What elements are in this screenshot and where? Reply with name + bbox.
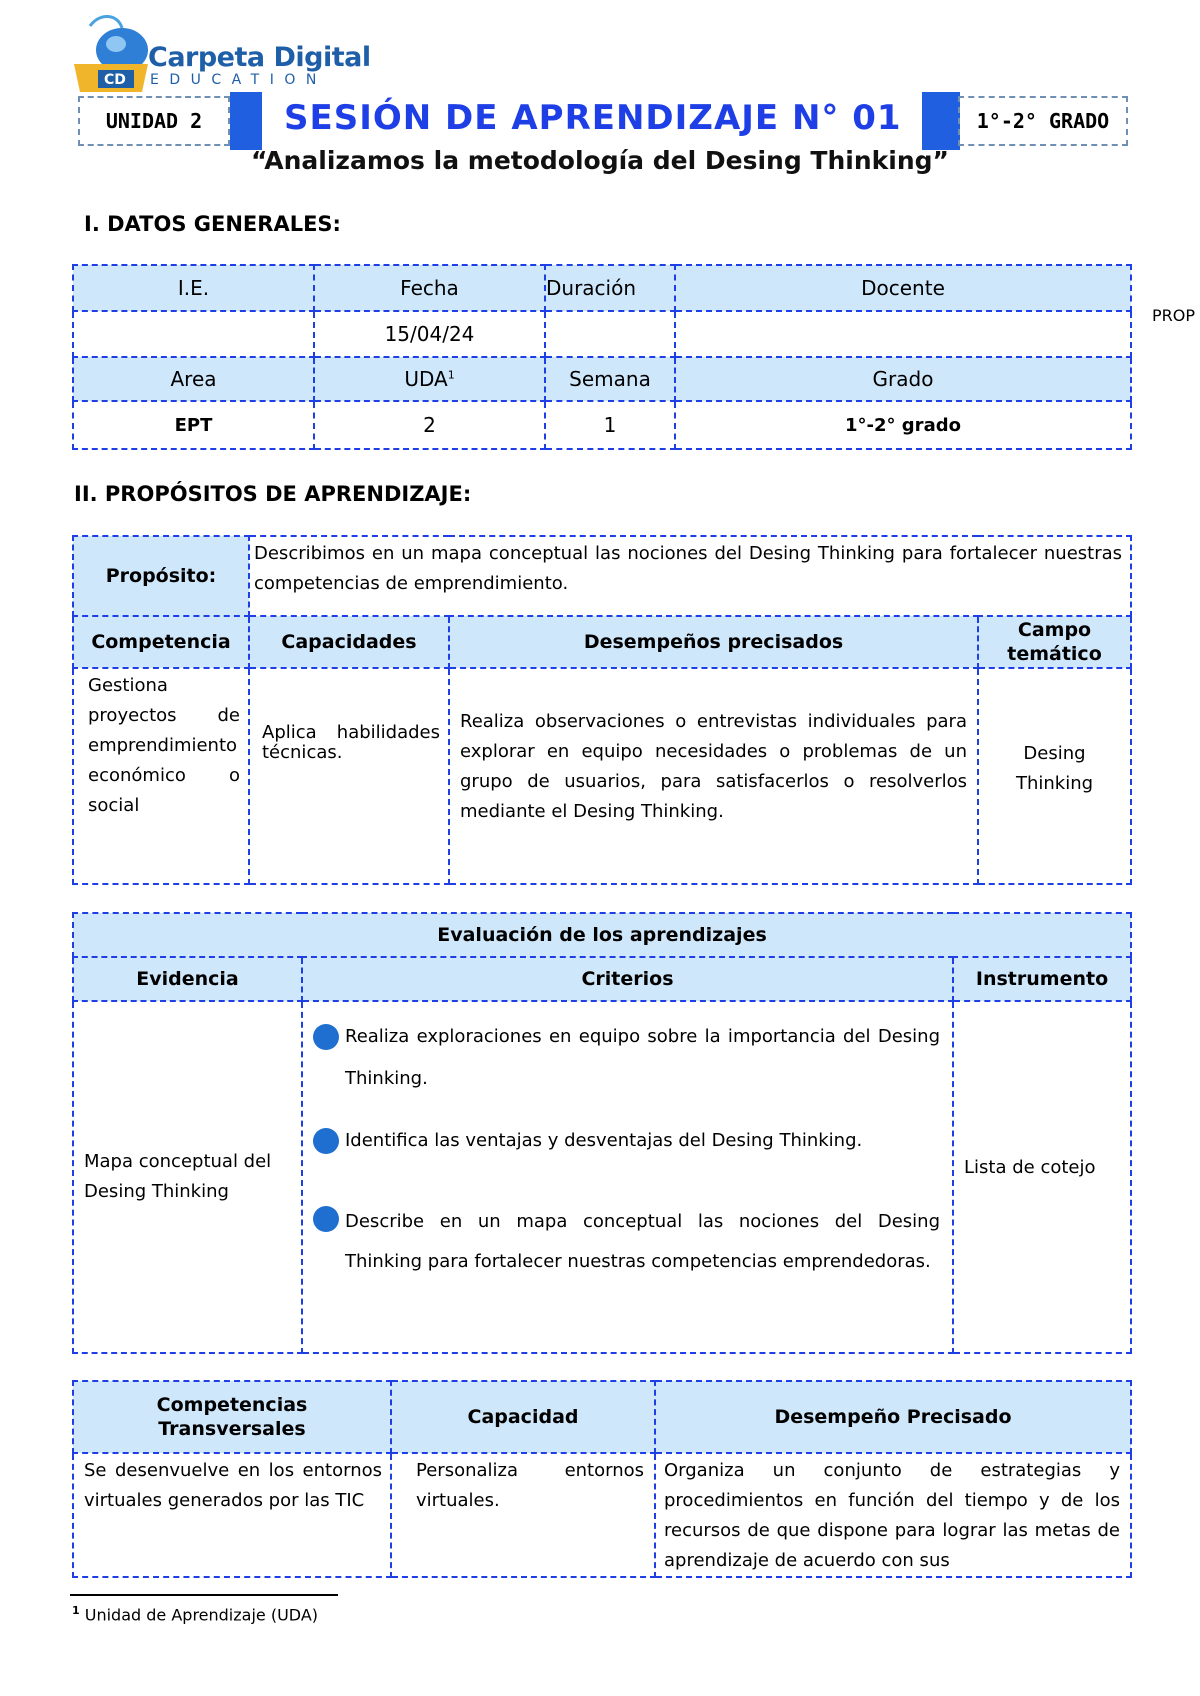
logo-subtitle: EDUCATION <box>150 72 327 88</box>
header-competencias-transversales: Competencias Transversales <box>73 1381 391 1453</box>
header-semana: Semana <box>545 357 675 401</box>
criterio-1: Realiza exploraciones en equipo sobre la importancia del Desing Thinking. <box>345 1026 940 1089</box>
table-row <box>73 1381 1131 1453</box>
section-datos-generales-title: I. DATOS GENERALES: <box>84 212 341 236</box>
header-docente: Docente <box>675 265 1131 311</box>
desempeno-text: Realiza observaciones o entrevistas individuales para explorar en equipo necesidades o problemas de un grupo de usuarios, para satisfacerlos o resolverlos mediante el Desing Thinking. <box>449 668 978 884</box>
header-grado: Grado <box>675 357 1131 401</box>
header-competencia: Competencia <box>73 616 249 668</box>
criterios-list <box>302 1001 953 1353</box>
table-row <box>73 1453 1131 1577</box>
side-cut-text: PROP <box>1152 306 1196 325</box>
table-row <box>73 913 1131 957</box>
footnote-ref: 1 <box>447 368 455 382</box>
unidad-box: UNIDAD 2 <box>78 96 230 146</box>
footnote-text: Unidad de Aprendizaje (UDA) <box>84 1605 319 1625</box>
value-semana: 1 <box>545 401 675 449</box>
evidencia-text: Mapa conceptual del Desing Thinking <box>73 1001 302 1353</box>
header-campo-tematico: Campo temático <box>978 616 1131 668</box>
table-row <box>73 401 1131 449</box>
value-grado: 1°-2° grado <box>675 401 1131 449</box>
criterio-2: Identifica las ventajas y desventajas del Desing Thinking. <box>345 1130 863 1151</box>
list-item <box>313 1016 940 1100</box>
value-area: EPT <box>73 401 314 449</box>
datos-generales-table <box>72 264 1132 450</box>
table-row <box>73 311 1131 357</box>
table-row <box>73 265 1131 311</box>
footnote <box>72 1604 318 1624</box>
transversales-table <box>72 1380 1132 1578</box>
table-row <box>73 668 1131 884</box>
campo-tematico-text: Desing Thinking <box>978 668 1131 884</box>
proposito-label: Propósito: <box>73 536 249 616</box>
logo-mark: CD <box>104 72 126 88</box>
header-criterios: Criterios <box>302 957 953 1001</box>
header-capacidad: Capacidad <box>391 1381 655 1453</box>
transversal-competencia: Se desenvuelve en los entornos virtuales generados por las TIC <box>73 1453 391 1577</box>
value-docente <box>675 311 1131 357</box>
transversal-desempeno: Organiza un conjunto de estrategias y procedimientos en función del tiempo y de los recursos de que dispone para lograr las metas de aprendizaje de acuerdo con sus <box>655 1453 1131 1577</box>
page-title: SESIÓN DE APRENDIZAJE N° 01 <box>284 98 902 138</box>
table-row <box>73 616 1131 668</box>
header-capacidades: Capacidades <box>249 616 449 668</box>
value-fecha: 15/04/24 <box>314 311 545 357</box>
header-uda <box>314 357 545 401</box>
header-uda-label: UDA <box>404 367 448 391</box>
instrumento-text: Lista de cotejo <box>953 1001 1131 1353</box>
table-row <box>73 957 1131 1001</box>
bullet-icon <box>313 1024 339 1050</box>
header-fecha: Fecha <box>314 265 545 311</box>
header-ie: I.E. <box>73 265 314 311</box>
criterio-3: Describe en un mapa conceptual las nociones del Desing Thinking para fortalecer nuestras competencias emprendedoras. <box>345 1211 940 1272</box>
grado-box: 1°-2° GRADO <box>958 96 1128 146</box>
table-row <box>73 536 1131 616</box>
header-bar-left <box>230 92 262 150</box>
proposito-text: Describimos en un mapa conceptual las nociones del Desing Thinking para fortalecer nuestras competencias de emprendimiento. <box>249 536 1131 616</box>
evaluacion-table <box>72 912 1132 1354</box>
header-bar-right <box>922 92 960 150</box>
value-ie <box>73 311 314 357</box>
table-row <box>73 1001 1131 1353</box>
header-area: Area <box>73 357 314 401</box>
bullet-icon <box>313 1206 339 1232</box>
value-duracion <box>545 311 675 357</box>
list-item <box>313 1202 940 1282</box>
value-uda: 2 <box>314 401 545 449</box>
header-desempenos: Desempeños precisados <box>449 616 978 668</box>
propositos-table <box>72 535 1132 885</box>
footnote-divider <box>70 1594 338 1596</box>
competencia-text: Gestiona proyectos de emprendimiento económico o social <box>73 668 249 884</box>
header-instrumento: Instrumento <box>953 957 1131 1001</box>
capacidad-text: Aplica habilidades técnicas. <box>249 668 449 884</box>
header-duracion: Duración <box>545 265 675 311</box>
header-desempeno-precisado: Desempeño Precisado <box>655 1381 1131 1453</box>
bullet-icon <box>313 1128 339 1154</box>
evaluacion-title: Evaluación de los aprendizajes <box>73 913 1131 957</box>
header-evidencia: Evidencia <box>73 957 302 1001</box>
list-item <box>313 1120 940 1162</box>
table-row <box>73 357 1131 401</box>
footnote-mark: 1 <box>72 1604 80 1617</box>
session-subtitle: “Analizamos la metodología del Desing Thinking” <box>251 146 949 175</box>
section-propositos-title: II. PROPÓSITOS DE APRENDIZAJE: <box>74 482 472 506</box>
logo-name: Carpeta Digital <box>148 42 371 73</box>
transversal-capacidad: Personaliza entornos virtuales. <box>391 1453 655 1577</box>
